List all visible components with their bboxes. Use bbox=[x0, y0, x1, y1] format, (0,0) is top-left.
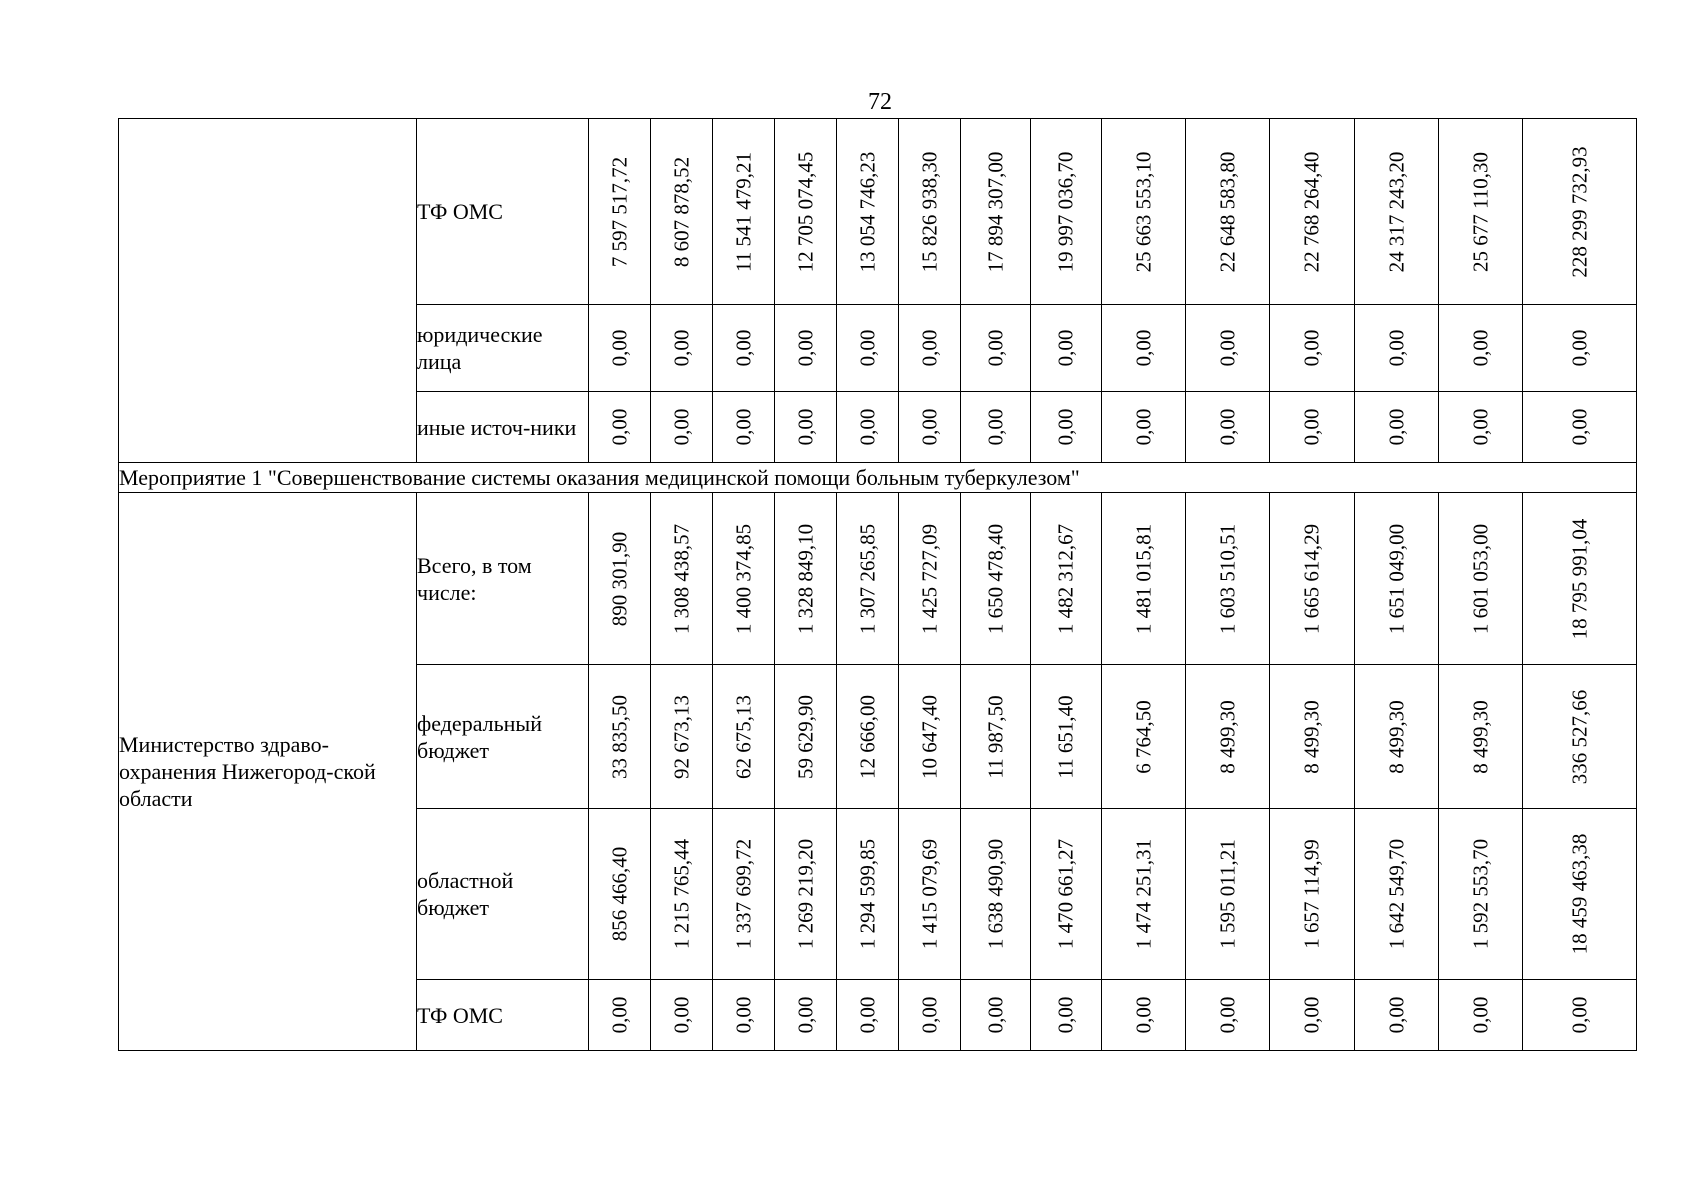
cell-value: 0,00 bbox=[731, 329, 755, 367]
value-cell bbox=[961, 809, 1031, 980]
row-label: юридические лица bbox=[417, 305, 589, 392]
cell-value: 6 764,50 bbox=[1131, 699, 1155, 774]
value-cell bbox=[837, 809, 899, 980]
cell-value: 0,00 bbox=[983, 996, 1007, 1034]
value-cell bbox=[899, 392, 961, 463]
cell-value: 1 595 011,21 bbox=[1215, 839, 1239, 949]
cell-value: 1 481 015,81 bbox=[1131, 523, 1155, 634]
cell-value: 0,00 bbox=[1468, 408, 1492, 446]
value-cell bbox=[1355, 809, 1439, 980]
value-cell bbox=[1439, 119, 1523, 305]
value-cell bbox=[1031, 493, 1102, 665]
cell-value: 0,00 bbox=[855, 408, 879, 446]
value-cell bbox=[589, 493, 651, 665]
cell-value: 0,00 bbox=[1384, 408, 1408, 446]
cell-value: 0,00 bbox=[855, 996, 879, 1034]
event-row bbox=[119, 463, 1637, 493]
cell-value: 1 665 614,29 bbox=[1299, 523, 1324, 634]
value-cell bbox=[1523, 305, 1637, 392]
value-cell bbox=[1523, 809, 1637, 980]
value-cell bbox=[1270, 809, 1355, 980]
value-cell bbox=[1186, 980, 1270, 1051]
value-cell bbox=[775, 809, 837, 980]
value-cell bbox=[1270, 493, 1355, 665]
cell-value: 1 400 374,85 bbox=[731, 523, 755, 634]
cell-value: 1 328 849,10 bbox=[793, 523, 817, 634]
cell-value: 1 415 079,69 bbox=[917, 838, 941, 950]
cell-value: 0,00 bbox=[1468, 996, 1492, 1034]
value-cell bbox=[589, 809, 651, 980]
cell-value: 18 459 463,38 bbox=[1567, 833, 1591, 955]
value-cell bbox=[837, 305, 899, 392]
cell-value: 7 597 517,72 bbox=[607, 156, 631, 267]
cell-value: 0,00 bbox=[1131, 408, 1155, 446]
value-cell bbox=[1355, 493, 1439, 665]
value-cell bbox=[899, 119, 961, 305]
cell-value: 0,00 bbox=[607, 329, 631, 367]
value-cell bbox=[1102, 809, 1186, 980]
cell-value: 12 666,00 bbox=[855, 694, 879, 779]
value-cell bbox=[837, 665, 899, 809]
value-cell bbox=[1355, 119, 1439, 305]
cell-value: 1 592 553,70 bbox=[1468, 838, 1492, 950]
cell-value: 1 638 490,90 bbox=[983, 838, 1007, 950]
value-cell bbox=[775, 980, 837, 1051]
value-cell bbox=[1031, 809, 1102, 980]
value-cell bbox=[1102, 665, 1186, 809]
value-cell bbox=[1439, 493, 1523, 665]
value-cell bbox=[1031, 980, 1102, 1051]
value-cell bbox=[899, 493, 961, 665]
cell-value: 13 054 746,23 bbox=[855, 151, 879, 272]
cell-value: 0,00 bbox=[983, 408, 1007, 446]
cell-value: 0,00 bbox=[1131, 329, 1155, 367]
value-cell bbox=[775, 119, 837, 305]
row-label: ТФ ОМС bbox=[417, 980, 589, 1051]
page-number: 72 bbox=[868, 89, 892, 115]
cell-value: 1 307 265,85 bbox=[855, 523, 879, 634]
value-cell bbox=[1355, 665, 1439, 809]
value-cell bbox=[1439, 305, 1523, 392]
cell-value: 0,00 bbox=[917, 408, 941, 446]
cell-value: 0,00 bbox=[607, 996, 631, 1034]
owner-cell-empty bbox=[119, 119, 417, 463]
cell-value: 8 499,30 bbox=[1468, 699, 1492, 774]
value-cell bbox=[899, 809, 961, 980]
value-cell bbox=[589, 305, 651, 392]
budget-table bbox=[118, 118, 1637, 1051]
cell-value: 0,00 bbox=[1468, 329, 1492, 367]
cell-value: 0,00 bbox=[607, 408, 631, 446]
value-cell bbox=[1186, 119, 1270, 305]
value-cell bbox=[1102, 493, 1186, 665]
cell-value: 62 675,13 bbox=[731, 694, 755, 779]
value-cell bbox=[1523, 980, 1637, 1051]
cell-value: 0,00 bbox=[855, 329, 879, 367]
cell-value: 11 541 479,21 bbox=[731, 151, 755, 272]
cell-value: 0,00 bbox=[1215, 408, 1239, 446]
value-cell bbox=[1523, 493, 1637, 665]
cell-value: 8 499,30 bbox=[1215, 699, 1239, 774]
cell-value: 0,00 bbox=[669, 329, 693, 367]
cell-value: 0,00 bbox=[1567, 408, 1591, 446]
cell-value: 0,00 bbox=[1053, 408, 1078, 446]
cell-value: 11 987,50 bbox=[983, 694, 1007, 779]
cell-value: 1 651 049,00 bbox=[1384, 523, 1408, 634]
cell-value: 1 337 699,72 bbox=[731, 838, 755, 950]
value-cell bbox=[1270, 305, 1355, 392]
cell-value: 890 301,90 bbox=[607, 531, 631, 626]
cell-value: 0,00 bbox=[1567, 996, 1591, 1034]
value-cell bbox=[1102, 392, 1186, 463]
cell-value: 0,00 bbox=[731, 408, 755, 446]
cell-value: 1 601 053,00 bbox=[1468, 523, 1492, 634]
value-cell bbox=[651, 305, 713, 392]
value-cell bbox=[1186, 665, 1270, 809]
value-cell bbox=[1439, 392, 1523, 463]
value-cell bbox=[837, 119, 899, 305]
cell-value: 17 894 307,00 bbox=[983, 151, 1007, 272]
cell-value: 22 768 264,40 bbox=[1299, 151, 1324, 272]
value-cell bbox=[1102, 980, 1186, 1051]
cell-value: 0,00 bbox=[1299, 329, 1324, 367]
cell-value: 0,00 bbox=[1384, 329, 1408, 367]
cell-value: 1 294 599,85 bbox=[855, 838, 879, 950]
cell-value: 10 647,40 bbox=[917, 694, 941, 779]
value-cell bbox=[961, 305, 1031, 392]
cell-value: 1 308 438,57 bbox=[669, 523, 693, 634]
cell-value: 1 269 219,20 bbox=[793, 838, 817, 950]
row-label: областной бюджет bbox=[417, 809, 589, 980]
value-cell bbox=[961, 665, 1031, 809]
cell-value: 59 629,90 bbox=[793, 694, 817, 779]
cell-value: 0,00 bbox=[1053, 996, 1078, 1034]
value-cell bbox=[899, 665, 961, 809]
value-cell bbox=[1031, 665, 1102, 809]
cell-value: 1 657 114,99 bbox=[1299, 839, 1324, 949]
cell-value: 11 651,40 bbox=[1053, 694, 1078, 779]
row-label: федеральный бюджет bbox=[417, 665, 589, 809]
value-cell bbox=[1186, 392, 1270, 463]
value-cell bbox=[775, 493, 837, 665]
cell-value: 18 795 991,04 bbox=[1567, 518, 1591, 639]
cell-value: 0,00 bbox=[793, 408, 817, 446]
responsible-ministry: Министерство здраво-охранения Нижегород-ской области bbox=[119, 493, 417, 1051]
cell-value: 0,00 bbox=[669, 408, 693, 446]
value-cell bbox=[961, 493, 1031, 665]
value-cell bbox=[713, 305, 775, 392]
value-cell bbox=[713, 119, 775, 305]
value-cell bbox=[651, 980, 713, 1051]
cell-value: 0,00 bbox=[1131, 996, 1155, 1034]
cell-value: 1 603 510,51 bbox=[1215, 523, 1239, 634]
cell-value: 0,00 bbox=[917, 996, 941, 1034]
cell-value: 12 705 074,45 bbox=[793, 151, 817, 272]
value-cell bbox=[1270, 665, 1355, 809]
value-cell bbox=[1031, 119, 1102, 305]
cell-value: 19 997 036,70 bbox=[1053, 151, 1078, 272]
cell-value: 25 677 110,30 bbox=[1468, 151, 1492, 272]
cell-value: 228 299 732,93 bbox=[1567, 145, 1591, 278]
value-cell bbox=[961, 980, 1031, 1051]
row-label: Всего, в том числе: bbox=[417, 493, 589, 665]
cell-value: 0,00 bbox=[793, 996, 817, 1034]
cell-value: 24 317 243,20 bbox=[1384, 151, 1408, 272]
cell-value: 336 527,66 bbox=[1567, 689, 1591, 784]
value-cell bbox=[1031, 392, 1102, 463]
value-cell bbox=[651, 493, 713, 665]
value-cell bbox=[1523, 119, 1637, 305]
cell-value: 1 470 661,27 bbox=[1053, 838, 1078, 950]
cell-value: 0,00 bbox=[1215, 329, 1239, 367]
value-cell bbox=[1186, 493, 1270, 665]
cell-value: 15 826 938,30 bbox=[917, 151, 941, 272]
table-row bbox=[119, 493, 1637, 665]
row-label: ТФ ОМС bbox=[417, 119, 589, 305]
value-cell bbox=[1186, 305, 1270, 392]
cell-value: 0,00 bbox=[1053, 329, 1078, 367]
event-title: Мероприятие 1 "Совершенствование системы оказания медицинской помощи больным туберкулезом" bbox=[119, 463, 1637, 493]
value-cell bbox=[1355, 980, 1439, 1051]
value-cell bbox=[1102, 119, 1186, 305]
value-cell bbox=[899, 980, 961, 1051]
value-cell bbox=[961, 392, 1031, 463]
value-cell bbox=[1439, 980, 1523, 1051]
value-cell bbox=[713, 809, 775, 980]
value-cell bbox=[837, 392, 899, 463]
value-cell bbox=[1355, 392, 1439, 463]
value-cell bbox=[713, 980, 775, 1051]
value-cell bbox=[775, 305, 837, 392]
value-cell bbox=[899, 305, 961, 392]
value-cell bbox=[961, 119, 1031, 305]
cell-value: 0,00 bbox=[917, 329, 941, 367]
value-cell bbox=[1186, 809, 1270, 980]
cell-value: 25 663 553,10 bbox=[1131, 151, 1155, 272]
table-row bbox=[119, 119, 1637, 305]
cell-value: 8 499,30 bbox=[1384, 699, 1408, 774]
cell-value: 0,00 bbox=[1567, 329, 1591, 367]
value-cell bbox=[1439, 809, 1523, 980]
value-cell bbox=[1523, 392, 1637, 463]
value-cell bbox=[713, 493, 775, 665]
value-cell bbox=[589, 392, 651, 463]
value-cell bbox=[589, 665, 651, 809]
value-cell bbox=[713, 665, 775, 809]
cell-value: 1 650 478,40 bbox=[983, 523, 1007, 634]
value-cell bbox=[1031, 305, 1102, 392]
cell-value: 33 835,50 bbox=[607, 694, 631, 779]
cell-value: 1 425 727,09 bbox=[917, 523, 941, 634]
cell-value: 0,00 bbox=[983, 329, 1007, 367]
cell-value: 1 474 251,31 bbox=[1131, 838, 1155, 950]
cell-value: 1 215 765,44 bbox=[669, 838, 693, 950]
value-cell bbox=[651, 119, 713, 305]
value-cell bbox=[1355, 305, 1439, 392]
cell-value: 1 482 312,67 bbox=[1053, 523, 1078, 634]
cell-value: 92 673,13 bbox=[669, 694, 693, 779]
value-cell bbox=[1102, 305, 1186, 392]
value-cell bbox=[1270, 980, 1355, 1051]
row-label: иные источ-ники bbox=[417, 392, 589, 463]
cell-value: 0,00 bbox=[793, 329, 817, 367]
value-cell bbox=[651, 809, 713, 980]
value-cell bbox=[713, 392, 775, 463]
value-cell bbox=[589, 119, 651, 305]
value-cell bbox=[775, 392, 837, 463]
cell-value: 8 607 878,52 bbox=[669, 156, 693, 267]
cell-value: 0,00 bbox=[1299, 996, 1324, 1034]
cell-value: 856 466,40 bbox=[607, 846, 631, 942]
cell-value: 22 648 583,80 bbox=[1215, 151, 1239, 272]
value-cell bbox=[837, 493, 899, 665]
value-cell bbox=[1270, 119, 1355, 305]
value-cell bbox=[651, 392, 713, 463]
cell-value: 0,00 bbox=[1299, 408, 1324, 446]
cell-value: 0,00 bbox=[1384, 996, 1408, 1034]
value-cell bbox=[1439, 665, 1523, 809]
cell-value: 0,00 bbox=[731, 996, 755, 1034]
value-cell bbox=[1523, 665, 1637, 809]
value-cell bbox=[837, 980, 899, 1051]
value-cell bbox=[651, 665, 713, 809]
value-cell bbox=[1270, 392, 1355, 463]
value-cell bbox=[589, 980, 651, 1051]
cell-value: 1 642 549,70 bbox=[1384, 838, 1408, 950]
value-cell bbox=[775, 665, 837, 809]
cell-value: 0,00 bbox=[1215, 996, 1239, 1034]
cell-value: 8 499,30 bbox=[1299, 699, 1324, 774]
cell-value: 0,00 bbox=[669, 996, 693, 1034]
